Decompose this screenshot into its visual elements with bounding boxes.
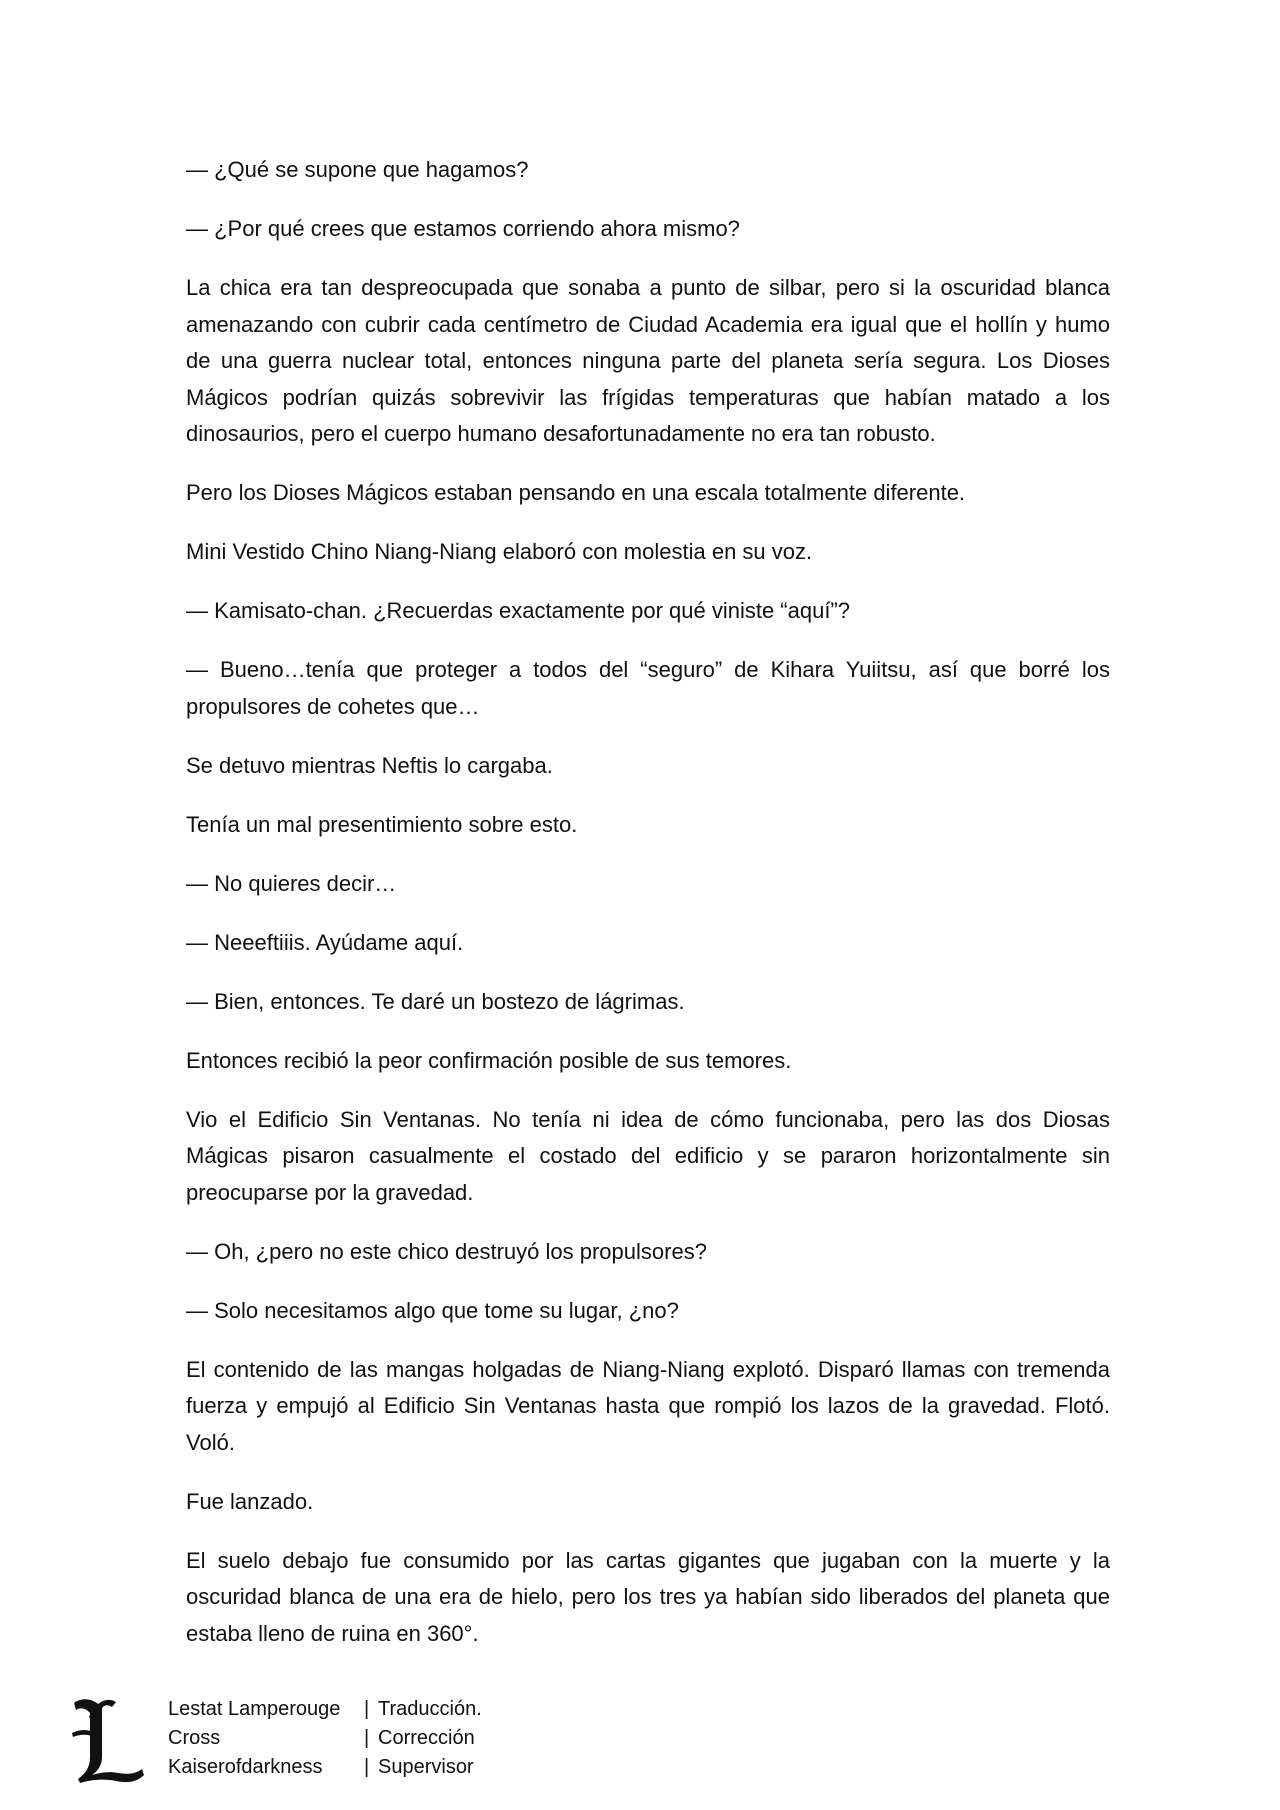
paragraph: Tenía un mal presentimiento sobre esto. bbox=[186, 811, 578, 837]
document-body bbox=[186, 152, 1110, 1675]
credit-name: Lestat Lamperouge bbox=[168, 1698, 341, 1720]
credits-footer bbox=[68, 1695, 628, 1785]
credit-role: Supervisor bbox=[378, 1756, 474, 1778]
paragraph: Mini Vestido Chino Niang-Niang elaboró con molestia en su voz. bbox=[186, 539, 813, 564]
credit-separator: | bbox=[364, 1727, 370, 1749]
paragraph: — Neeeftiiis. Ayúdame aquí. bbox=[186, 929, 464, 955]
paragraph: — Kamisato-chan. ¿Recuerdas exactamente por qué viniste “aquí”? bbox=[186, 598, 850, 623]
paragraph: Vio el Edificio Sin Ventanas. No tenía ni idea de cómo funcionaba, pero las dos Diosas Mágicas pisaron casualmente el costado del edificio y se pararon horizontalmente sin preocuparse por la gravedad. bbox=[186, 1106, 1110, 1205]
credit-row bbox=[168, 1724, 482, 1753]
paragraph: — Bueno…tenía que proteger a todos del “seguro” de Kihara Yuiitsu, así que borré los propulsores de cohetes que… bbox=[186, 657, 1110, 719]
paragraph: — Bien, entonces. Te daré un bostezo de lágrimas. bbox=[186, 988, 685, 1014]
paragraph: — Oh, ¿pero no este chico destruyó los propulsores? bbox=[186, 1238, 707, 1264]
paragraph: — Solo necesitamos algo que tome su lugar, ¿no? bbox=[186, 1297, 679, 1323]
paragraph: Fue lanzado. bbox=[186, 1488, 314, 1514]
credit-role: Corrección bbox=[378, 1727, 475, 1749]
paragraph: La chica era tan despreocupada que sonaba a punto de silbar, pero si la oscuridad blanca amenazando con cubrir cada centímetro de Ciudad Academia era igual que el hollín y humo de una guerra nuclear total, entonces ninguna parte del planeta sería segura. Los Dioses Mágicos podrían quizás sobrevivir las frígidas temperaturas que habían matado a los dinosaurios, pero el cuerpo humano desafortunadamente no era tan robusto. bbox=[186, 275, 1110, 446]
paragraph: El suelo debajo fue consumido por las cartas gigantes que jugaban con la muerte y la oscuridad blanca de una era de hielo, pero los tres ya habían sido liberados del planeta que estaba lleno de ruina en 360°. bbox=[186, 1547, 1110, 1646]
credit-separator: | bbox=[364, 1756, 370, 1778]
paragraph: — ¿Por qué crees que estamos corriendo ahora mismo? bbox=[186, 216, 740, 241]
paragraph: Pero los Dioses Mágicos estaban pensando en una escala totalmente diferente. bbox=[186, 480, 966, 505]
paragraph: — No quieres decir… bbox=[186, 870, 397, 896]
paragraph: El contenido de las mangas holgadas de Niang-Niang explotó. Disparó llamas con tremenda fuerza y empujó al Edificio Sin Ventanas hasta que rompió los lazos de la gravedad. Flotó. Voló. bbox=[186, 1356, 1110, 1455]
paragraph: Se detuvo mientras Neftis lo cargaba. bbox=[186, 752, 553, 778]
credit-row bbox=[168, 1753, 482, 1782]
credit-role: Traducción. bbox=[378, 1698, 482, 1720]
credits-list bbox=[168, 1695, 482, 1782]
credit-name: Kaiserofdarkness bbox=[168, 1756, 323, 1778]
gothic-letter-l-icon bbox=[68, 1695, 148, 1785]
credit-row bbox=[168, 1695, 482, 1724]
credit-separator: | bbox=[364, 1698, 370, 1720]
paragraph: — ¿Qué se supone que hagamos? bbox=[186, 157, 529, 182]
paragraph: Entonces recibió la peor confirmación posible de sus temores. bbox=[186, 1047, 792, 1073]
credit-name: Cross bbox=[168, 1727, 221, 1749]
